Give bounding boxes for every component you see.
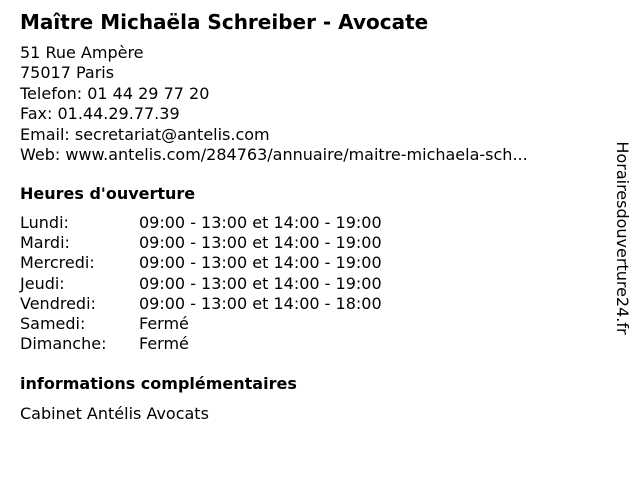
day-hours: 09:00 - 13:00 et 14:00 - 19:00 <box>139 233 382 253</box>
address-city: 75017 Paris <box>20 63 115 83</box>
day-label: Samedi: <box>20 313 86 333</box>
day-label: Jeudi: <box>20 273 65 293</box>
additional-info-heading: informations complémentaires <box>20 374 297 393</box>
day-hours: 09:00 - 13:00 et 14:00 - 19:00 <box>139 213 382 232</box>
hours-row-sunday <box>20 334 440 354</box>
contact-block <box>20 43 528 165</box>
hours-row-tuesday <box>20 233 440 253</box>
day-hours: 09:00 - 13:00 et 14:00 - 19:00 <box>139 253 382 273</box>
hours-row-monday <box>20 213 440 233</box>
phone-number: Telefon: 01 44 29 77 20 <box>20 83 210 103</box>
hours-row-saturday <box>20 314 440 334</box>
fax-number: Fax: 01.44.29.77.39 <box>20 104 180 124</box>
hours-row-friday <box>20 294 440 314</box>
page-title: Maître Michaëla Schreiber - Avocate <box>20 10 429 34</box>
hours-row-thursday <box>20 274 440 294</box>
opening-hours-table <box>20 213 440 354</box>
hours-row-wednesday <box>20 253 440 273</box>
day-label: Dimanche: <box>20 334 107 354</box>
day-hours: Fermé <box>139 313 189 333</box>
day-label: Mardi: <box>20 233 70 253</box>
email-address: Email: secretariat@antelis.com <box>20 124 270 144</box>
opening-hours-heading: Heures d'ouverture <box>20 184 196 203</box>
site-watermark: Horairesdouverture24.fr <box>613 141 632 335</box>
day-label: Lundi: <box>20 213 69 232</box>
day-label: Mercredi: <box>20 253 95 273</box>
address-street: 51 Rue Ampère <box>20 43 144 62</box>
day-hours: Fermé <box>139 334 189 354</box>
day-hours: 09:00 - 13:00 et 14:00 - 18:00 <box>139 293 382 313</box>
day-hours: 09:00 - 13:00 et 14:00 - 19:00 <box>139 273 382 293</box>
day-label: Vendredi: <box>20 293 96 313</box>
additional-info-text: Cabinet Antélis Avocats <box>20 404 209 423</box>
web-address: Web: www.antelis.com/284763/annuaire/maitre-michaela-sch... <box>20 144 528 164</box>
